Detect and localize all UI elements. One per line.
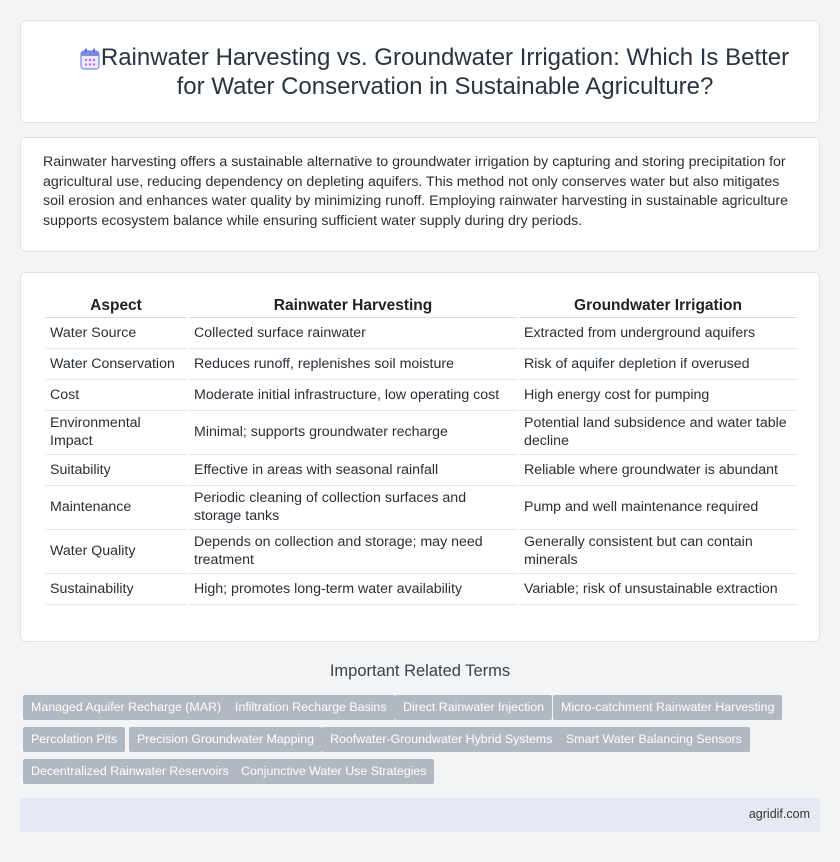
table-row <box>45 411 797 455</box>
related-term-tag[interactable]: Direct Rainwater Injection <box>395 695 552 720</box>
table-cell-groundwater: Potential land subsidence and water table decline <box>519 411 797 455</box>
table-cell-aspect: Water Conservation <box>45 349 187 380</box>
table-cell-rainwater: Periodic cleaning of collection surfaces and storage tanks <box>189 486 517 530</box>
table-cell-groundwater: Variable; risk of unsustainable extraction <box>519 574 797 605</box>
intro-card <box>20 137 820 252</box>
related-term-tag[interactable]: Infiltration Recharge Basins <box>227 695 395 720</box>
table-cell-aspect: Environmental Impact <box>45 411 187 455</box>
related-term-tag[interactable]: Precision Groundwater Mapping <box>129 727 322 752</box>
footer-bar <box>20 798 820 832</box>
table-cell-groundwater: Risk of aquifer depletion if overused <box>519 349 797 380</box>
table-cell-rainwater: Minimal; supports groundwater recharge <box>189 411 517 455</box>
page-title: Rainwater Harvesting vs. Groundwater Irrigation: Which Is Better for Water Conservation in Sustainable Agriculture? <box>100 44 790 100</box>
table-row <box>45 486 797 530</box>
table-cell-rainwater: High; promotes long-term water availability <box>189 574 517 605</box>
table-cell-groundwater: Reliable where groundwater is abundant <box>519 455 797 486</box>
table-cell-rainwater: Reduces runoff, replenishes soil moisture <box>189 349 517 380</box>
table-row <box>45 349 797 380</box>
comparison-card <box>20 272 820 642</box>
table-cell-aspect: Suitability <box>45 455 187 486</box>
table-cell-groundwater: High energy cost for pumping <box>519 380 797 411</box>
site-link[interactable]: agridif.com <box>748 807 810 821</box>
table-cell-aspect: Maintenance <box>45 486 187 530</box>
table-row <box>45 318 797 349</box>
related-term-tag[interactable]: Managed Aquifer Recharge (MAR) <box>23 695 229 720</box>
column-header-rainwater: Rainwater Harvesting <box>189 296 517 318</box>
related-terms-heading: Important Related Terms <box>329 662 511 680</box>
intro-paragraph: Rainwater harvesting offers a sustainable alternative to groundwater irrigation by capturing and storing precipitation for agricultural use, reducing dependency on depleting aquifers. This method not only conserves water but also mitigates soil erosion and enhances water quality by minimizing runoff. Employing rainwater harvesting in sustainable agriculture supports ecosystem balance while ensuring sufficient water supply during dry periods. <box>43 154 788 229</box>
table-cell-groundwater: Pump and well maintenance required <box>519 486 797 530</box>
table-cell-rainwater: Effective in areas with seasonal rainfall <box>189 455 517 486</box>
related-term-tag[interactable]: Conjunctive Water Use Strategies <box>233 759 434 784</box>
related-term-tag[interactable]: Roofwater-Groundwater Hybrid Systems <box>322 727 560 752</box>
comparison-table <box>43 296 799 605</box>
title-card <box>20 20 820 123</box>
table-cell-aspect: Cost <box>45 380 187 411</box>
table-header-row <box>45 296 797 318</box>
related-term-tag[interactable]: Micro-catchment Rainwater Harvesting <box>553 695 782 720</box>
table-cell-groundwater: Extracted from underground aquifers <box>519 318 797 349</box>
related-term-tag[interactable]: Smart Water Balancing Sensors <box>558 727 750 752</box>
table-cell-rainwater: Moderate initial infrastructure, low operating cost <box>189 380 517 411</box>
table-row <box>45 530 797 574</box>
table-row <box>45 574 797 605</box>
column-header-aspect: Aspect <box>45 296 187 318</box>
table-row <box>45 455 797 486</box>
related-term-tag[interactable]: Percolation Pits <box>23 727 125 752</box>
table-cell-rainwater: Collected surface rainwater <box>189 318 517 349</box>
column-header-groundwater: Groundwater Irrigation <box>519 296 797 318</box>
table-cell-aspect: Water Quality <box>45 530 187 574</box>
table-cell-rainwater: Depends on collection and storage; may need treatment <box>189 530 517 574</box>
table-row <box>45 380 797 411</box>
table-cell-aspect: Water Source <box>45 318 187 349</box>
table-cell-groundwater: Generally consistent but can contain minerals <box>519 530 797 574</box>
table-cell-aspect: Sustainability <box>45 574 187 605</box>
related-term-tag[interactable]: Decentralized Rainwater Reservoirs <box>23 759 237 784</box>
